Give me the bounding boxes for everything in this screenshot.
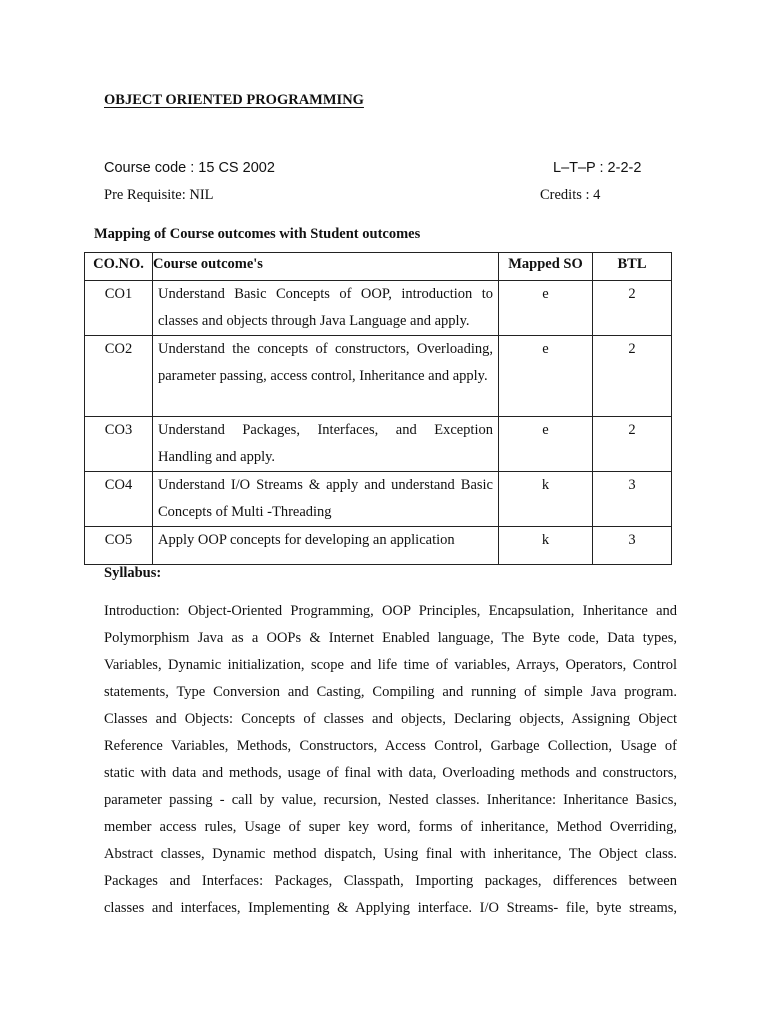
- prerequisite: Pre Requisite: NIL: [104, 187, 214, 203]
- btl-level: 2: [593, 417, 672, 472]
- table-header-row: [85, 253, 672, 281]
- course-outcome: Apply OOP concepts for developing an application: [153, 527, 499, 565]
- table-row: [85, 417, 672, 472]
- course-outcome: Understand the concepts of constructors, Overloading, parameter passing, access control, Inheritance and apply.: [153, 336, 499, 417]
- mapped-so: k: [499, 527, 593, 565]
- mapped-so: e: [499, 417, 593, 472]
- syllabus-line: Introduction: Object-Oriented Programming, OOP Principles, Encapsulation, Inheritance and: [104, 603, 677, 619]
- syllabus-line: Packages and Interfaces: Packages, Classpath, Importing packages, differences between: [104, 873, 677, 889]
- btl-level: 3: [593, 472, 672, 527]
- co-number: CO1: [85, 281, 153, 336]
- table-row: [85, 336, 672, 417]
- mapped-so: k: [499, 472, 593, 527]
- btl-level: 2: [593, 336, 672, 417]
- credits: Credits : 4: [540, 187, 601, 203]
- table-row: [85, 281, 672, 336]
- ltp-value: L–T–P : 2-2-2: [553, 160, 642, 176]
- syllabus-line: Reference Variables, Methods, Constructors, Access Control, Garbage Collection, Usage of: [104, 738, 677, 754]
- btl-level: 3: [593, 527, 672, 565]
- syllabus-line: member access rules, Usage of super key word, forms of inheritance, Method Overriding,: [104, 819, 677, 835]
- syllabus-line: Classes and Objects: Concepts of classes and objects, Declaring objects, Assigning Object: [104, 711, 677, 727]
- btl-level: 2: [593, 281, 672, 336]
- mapping-heading: Mapping of Course outcomes with Student outcomes: [94, 226, 421, 242]
- syllabus-heading: Syllabus:: [104, 565, 162, 581]
- syllabus-line: Abstract classes, Dynamic method dispatch, Using final with inheritance, The Object class.: [104, 846, 677, 862]
- syllabus-line: static with data and methods, usage of final with data, Overloading methods and constructors,: [104, 765, 677, 781]
- table-row: [85, 527, 672, 565]
- syllabus-line: parameter passing - call by value, recursion, Nested classes. Inheritance: Inheritance Basics,: [104, 792, 677, 808]
- co-number: CO3: [85, 417, 153, 472]
- syllabus-line: classes and interfaces, Implementing & Applying interface. I/O Streams- file, byte streams,: [104, 900, 677, 916]
- header-btl: BTL: [593, 253, 672, 281]
- header-course-outcome: Course outcome's: [153, 253, 499, 281]
- co-number: CO4: [85, 472, 153, 527]
- header-co-no: CO.NO.: [85, 253, 153, 281]
- course-outcome: Understand Basic Concepts of OOP, introduction to classes and objects through Java Language and apply.: [153, 281, 499, 336]
- course-code: Course code : 15 CS 2002: [104, 160, 275, 176]
- syllabus-line: Polymorphism Java as a OOPs & Internet Enabled language, The Byte code, Data types,: [104, 630, 677, 646]
- syllabus-text: [104, 598, 677, 922]
- course-outcome: Understand I/O Streams & apply and understand Basic Concepts of Multi -Threading: [153, 472, 499, 527]
- syllabus-line: Variables, Dynamic initialization, scope and life time of variables, Arrays, Operators, Control: [104, 657, 677, 673]
- mapped-so: e: [499, 281, 593, 336]
- syllabus-line: statements, Type Conversion and Casting, Compiling and running of simple Java program.: [104, 684, 677, 700]
- course-outcome: Understand Packages, Interfaces, and Exception Handling and apply.: [153, 417, 499, 472]
- mapped-so: e: [499, 336, 593, 417]
- header-mapped-so: Mapped SO: [499, 253, 593, 281]
- document-title: OBJECT ORIENTED PROGRAMMING: [104, 92, 364, 108]
- co-number: CO2: [85, 336, 153, 417]
- co-number: CO5: [85, 527, 153, 565]
- table-row: [85, 472, 672, 527]
- course-outcome-table: [84, 252, 672, 565]
